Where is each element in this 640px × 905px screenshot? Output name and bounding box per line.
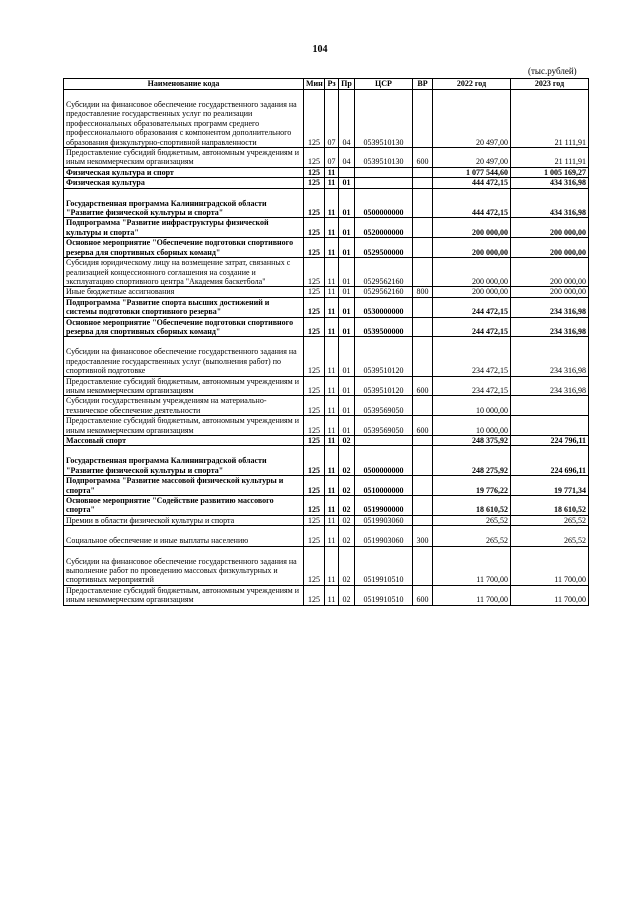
cell-pr: 01 — [339, 178, 355, 188]
cell-pr: 01 — [339, 218, 355, 238]
cell-min: 125 — [304, 476, 325, 496]
cell-pr: 01 — [339, 337, 355, 376]
cell-rz: 11 — [325, 376, 339, 396]
cell-pr: 01 — [339, 396, 355, 416]
cell-csr: 0519903060 — [355, 515, 413, 525]
cell-min: 125 — [304, 188, 325, 218]
cell-2023: 200 000,00 — [511, 238, 589, 258]
cell-csr — [355, 178, 413, 188]
cell-pr: 02 — [339, 546, 355, 585]
cell-rz: 11 — [325, 416, 339, 436]
cell-csr — [355, 436, 413, 446]
cell-pr — [339, 167, 355, 177]
cell-vr — [413, 396, 433, 416]
cell-2022: 200 000,00 — [433, 218, 511, 238]
table-header-row — [64, 79, 589, 90]
cell-2023: 234 316,98 — [511, 297, 589, 317]
cell-2022: 10 000,00 — [433, 416, 511, 436]
table-row — [64, 337, 589, 376]
cell-pr: 01 — [339, 258, 355, 287]
cell-rz: 11 — [325, 476, 339, 496]
table-row — [64, 218, 589, 238]
cell-min: 125 — [304, 496, 325, 516]
cell-rz: 11 — [325, 258, 339, 287]
cell-name: Субсидии государственным учреждениям на материально-техническое обеспечение деятельности — [64, 396, 304, 416]
cell-csr: 0519910510 — [355, 585, 413, 605]
cell-name: Подпрограмма "Развитие инфраструктуры физической культуры и спорта" — [64, 218, 304, 238]
cell-2022: 265,52 — [433, 515, 511, 525]
cell-name: Субсидии на финансовое обеспечение государственного задания на предоставление государственных услуг по реализации профессиональных образовательных программ среднего профессионального образования с компонентом дополнительного образования физкультурно-спортивной направленности — [64, 90, 304, 148]
cell-min: 125 — [304, 258, 325, 287]
cell-min: 125 — [304, 317, 325, 337]
cell-2023: 11 700,00 — [511, 585, 589, 605]
cell-rz: 11 — [325, 337, 339, 376]
cell-2023 — [511, 416, 589, 436]
cell-csr: 0519910510 — [355, 546, 413, 585]
cell-vr — [413, 167, 433, 177]
cell-rz: 07 — [325, 90, 339, 148]
cell-vr: 600 — [413, 585, 433, 605]
cell-rz: 11 — [325, 317, 339, 337]
cell-vr — [413, 446, 433, 476]
cell-min: 125 — [304, 297, 325, 317]
cell-rz: 11 — [325, 167, 339, 177]
cell-2023: 265,52 — [511, 515, 589, 525]
table-row — [64, 416, 589, 436]
cell-2023: 200 000,00 — [511, 258, 589, 287]
cell-2023: 265,52 — [511, 526, 589, 546]
cell-vr — [413, 496, 433, 516]
cell-min: 125 — [304, 148, 325, 168]
cell-rz: 11 — [325, 297, 339, 317]
cell-2022: 11 700,00 — [433, 546, 511, 585]
header-pr: Пр — [339, 79, 355, 90]
page-number: 104 — [312, 44, 328, 55]
cell-rz: 11 — [325, 496, 339, 516]
cell-vr — [413, 546, 433, 585]
cell-csr: 0539500000 — [355, 317, 413, 337]
cell-csr: 0530000000 — [355, 297, 413, 317]
cell-csr: 0529562160 — [355, 287, 413, 297]
cell-name: Физическая культура — [64, 178, 304, 188]
cell-vr: 600 — [413, 376, 433, 396]
cell-2023: 234 316,98 — [511, 317, 589, 337]
header-min: Мин — [304, 79, 325, 90]
cell-rz: 11 — [325, 585, 339, 605]
table-row — [64, 90, 589, 148]
cell-rz: 11 — [325, 238, 339, 258]
table-row — [64, 496, 589, 516]
cell-csr: 0539510120 — [355, 337, 413, 376]
cell-vr — [413, 436, 433, 446]
cell-csr: 0539569050 — [355, 396, 413, 416]
cell-name: Основное мероприятие "Обеспечение подготовки спортивного резерва для спортивных сборных команд" — [64, 238, 304, 258]
cell-2022: 248 275,92 — [433, 446, 511, 476]
cell-csr: 0539510130 — [355, 148, 413, 168]
cell-2022: 244 472,15 — [433, 297, 511, 317]
cell-min: 125 — [304, 585, 325, 605]
cell-2023 — [511, 396, 589, 416]
cell-2022: 265,52 — [433, 526, 511, 546]
cell-vr — [413, 178, 433, 188]
cell-vr: 600 — [413, 416, 433, 436]
cell-vr — [413, 188, 433, 218]
cell-2022: 444 472,15 — [433, 188, 511, 218]
cell-name: Основное мероприятие "Обеспечение подготовки спортивного резерва для спортивных сборных команд" — [64, 317, 304, 337]
cell-name: Субсидии на финансовое обеспечение государственного задания на предоставление государственных услуг (выполнения работ) по спортивной подготовке — [64, 337, 304, 376]
header-csr: ЦСР — [355, 79, 413, 90]
cell-name: Государственная программа Калининградской области "Развитие физической культуры и спорта" — [64, 188, 304, 218]
cell-name: Предоставление субсидий бюджетным, автономным учреждениям и иным некоммерческим организациям — [64, 585, 304, 605]
cell-2022: 200 000,00 — [433, 287, 511, 297]
cell-2022: 234 472,15 — [433, 337, 511, 376]
table-row — [64, 178, 589, 188]
cell-2023: 200 000,00 — [511, 287, 589, 297]
cell-2022: 20 497,00 — [433, 90, 511, 148]
cell-min: 125 — [304, 546, 325, 585]
header-vr: ВР — [413, 79, 433, 90]
cell-vr — [413, 337, 433, 376]
cell-2022: 19 776,22 — [433, 476, 511, 496]
table-row — [64, 258, 589, 287]
cell-2023: 200 000,00 — [511, 218, 589, 238]
cell-pr: 01 — [339, 188, 355, 218]
cell-min: 125 — [304, 416, 325, 436]
table-row — [64, 297, 589, 317]
header-2023: 2023 год — [511, 79, 589, 90]
cell-csr: 0539569050 — [355, 416, 413, 436]
cell-2023: 234 316,98 — [511, 376, 589, 396]
cell-2023: 224 796,11 — [511, 436, 589, 446]
cell-min: 125 — [304, 167, 325, 177]
cell-2023: 234 316,98 — [511, 337, 589, 376]
budget-table — [63, 78, 589, 606]
cell-2023: 434 316,98 — [511, 178, 589, 188]
table-row — [64, 515, 589, 525]
cell-min: 125 — [304, 526, 325, 546]
cell-rz: 11 — [325, 526, 339, 546]
header-name: Наименование кода — [64, 79, 304, 90]
cell-vr — [413, 238, 433, 258]
cell-2023: 11 700,00 — [511, 546, 589, 585]
cell-2023: 434 316,98 — [511, 188, 589, 218]
cell-min: 125 — [304, 446, 325, 476]
table-row — [64, 476, 589, 496]
cell-2022: 11 700,00 — [433, 585, 511, 605]
table-row — [64, 526, 589, 546]
cell-name: Иные бюджетные ассигнования — [64, 287, 304, 297]
table-row — [64, 585, 589, 605]
table-row — [64, 446, 589, 476]
cell-pr: 02 — [339, 585, 355, 605]
cell-2022: 248 375,92 — [433, 436, 511, 446]
cell-rz: 11 — [325, 546, 339, 585]
cell-name: Подпрограмма "Развитие спорта высших достижений и системы подготовки спортивного резерва" — [64, 297, 304, 317]
cell-csr: 0539510130 — [355, 90, 413, 148]
table-row — [64, 376, 589, 396]
cell-csr: 0529562160 — [355, 258, 413, 287]
cell-name: Субсидия юридическому лицу на возмещение затрат, связанных с реализацией концессионного соглашения на создание и эксплуатацию спортивного центра "Академия баскетбола" — [64, 258, 304, 287]
cell-vr — [413, 476, 433, 496]
cell-name: Предоставление субсидий бюджетным, автономным учреждениям и иным некоммерческим организациям — [64, 376, 304, 396]
cell-2022: 244 472,15 — [433, 317, 511, 337]
cell-name: Физическая культура и спорт — [64, 167, 304, 177]
cell-vr — [413, 258, 433, 287]
cell-pr: 02 — [339, 436, 355, 446]
cell-csr — [355, 167, 413, 177]
cell-rz: 11 — [325, 287, 339, 297]
table-row — [64, 546, 589, 585]
cell-vr — [413, 317, 433, 337]
cell-pr: 02 — [339, 515, 355, 525]
cell-vr: 800 — [413, 287, 433, 297]
cell-pr: 02 — [339, 446, 355, 476]
cell-pr: 01 — [339, 376, 355, 396]
cell-pr: 01 — [339, 297, 355, 317]
table-row — [64, 167, 589, 177]
cell-name: Предоставление субсидий бюджетным, автономным учреждениям и иным некоммерческим организациям — [64, 416, 304, 436]
cell-2022: 200 000,00 — [433, 258, 511, 287]
cell-csr: 0500000000 — [355, 446, 413, 476]
cell-rz: 11 — [325, 396, 339, 416]
cell-rz: 11 — [325, 436, 339, 446]
cell-pr: 02 — [339, 476, 355, 496]
cell-min: 125 — [304, 238, 325, 258]
cell-csr: 0510000000 — [355, 476, 413, 496]
cell-name: Субсидии на финансовое обеспечение государственного задания на выполнение работ по проведению массовых физкультурных и спортивных мероприятий — [64, 546, 304, 585]
header-rz: Рз — [325, 79, 339, 90]
table-row — [64, 188, 589, 218]
cell-2023: 224 696,11 — [511, 446, 589, 476]
cell-vr — [413, 297, 433, 317]
cell-csr: 0520000000 — [355, 218, 413, 238]
cell-2022: 234 472,15 — [433, 376, 511, 396]
cell-2022: 1 077 544,60 — [433, 167, 511, 177]
cell-pr: 01 — [339, 317, 355, 337]
cell-min: 125 — [304, 396, 325, 416]
table-row — [64, 287, 589, 297]
cell-name: Социальное обеспечение и иные выплаты населению — [64, 526, 304, 546]
cell-rz: 11 — [325, 178, 339, 188]
cell-pr: 02 — [339, 526, 355, 546]
cell-2023: 21 111,91 — [511, 90, 589, 148]
cell-2022: 10 000,00 — [433, 396, 511, 416]
cell-min: 125 — [304, 376, 325, 396]
cell-vr: 600 — [413, 148, 433, 168]
cell-name: Премии в области физической культуры и спорта — [64, 515, 304, 525]
cell-vr: 300 — [413, 526, 433, 546]
table-row — [64, 317, 589, 337]
cell-min: 125 — [304, 287, 325, 297]
table-row — [64, 436, 589, 446]
cell-csr: 0539510120 — [355, 376, 413, 396]
cell-rz: 11 — [325, 188, 339, 218]
cell-pr: 01 — [339, 238, 355, 258]
cell-vr — [413, 90, 433, 148]
cell-vr — [413, 515, 433, 525]
cell-2022: 444 472,15 — [433, 178, 511, 188]
header-2022: 2022 год — [433, 79, 511, 90]
cell-csr: 0519900000 — [355, 496, 413, 516]
cell-2023: 1 005 169,27 — [511, 167, 589, 177]
cell-2022: 200 000,00 — [433, 238, 511, 258]
cell-pr: 02 — [339, 496, 355, 516]
cell-rz: 11 — [325, 515, 339, 525]
cell-pr: 04 — [339, 90, 355, 148]
cell-name: Массовый спорт — [64, 436, 304, 446]
cell-2023: 19 771,34 — [511, 476, 589, 496]
table-row — [64, 238, 589, 258]
cell-name: Государственная программа Калининградской области "Развитие физической культуры и спорта" — [64, 446, 304, 476]
cell-min: 125 — [304, 337, 325, 376]
cell-vr — [413, 218, 433, 238]
units-label: (тыс.рублей) — [528, 66, 577, 76]
cell-csr: 0519903060 — [355, 526, 413, 546]
table-row — [64, 148, 589, 168]
cell-rz: 11 — [325, 218, 339, 238]
cell-name: Основное мероприятие "Содействие развитию массового спорта" — [64, 496, 304, 516]
cell-csr: 0529500000 — [355, 238, 413, 258]
cell-2022: 20 497,00 — [433, 148, 511, 168]
cell-pr: 01 — [339, 416, 355, 436]
cell-rz: 11 — [325, 446, 339, 476]
cell-min: 125 — [304, 178, 325, 188]
cell-min: 125 — [304, 218, 325, 238]
cell-name: Предоставление субсидий бюджетным, автономным учреждениям и иным некоммерческим организациям — [64, 148, 304, 168]
cell-rz: 07 — [325, 148, 339, 168]
cell-name: Подпрограмма "Развитие массовой физической культуры и спорта" — [64, 476, 304, 496]
cell-csr: 0500000000 — [355, 188, 413, 218]
table-row — [64, 396, 589, 416]
cell-pr: 04 — [339, 148, 355, 168]
cell-min: 125 — [304, 515, 325, 525]
cell-min: 125 — [304, 436, 325, 446]
cell-2022: 18 610,52 — [433, 496, 511, 516]
cell-2023: 18 610,52 — [511, 496, 589, 516]
cell-min: 125 — [304, 90, 325, 148]
cell-2023: 21 111,91 — [511, 148, 589, 168]
cell-pr: 01 — [339, 287, 355, 297]
